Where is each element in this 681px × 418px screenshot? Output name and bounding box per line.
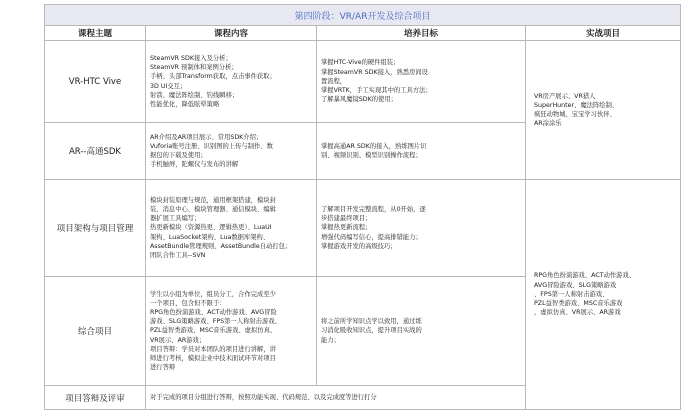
content-cell-wide bbox=[146, 386, 526, 410]
content-line: 手柄、头部Transform获取，点击事件获取； bbox=[150, 73, 276, 81]
goal-line: 了解项目开发完整流程，从0开始，逐 bbox=[321, 205, 426, 213]
content-cell bbox=[146, 277, 317, 386]
content-line: PZL益智类游戏、MSC音乐游戏、虚拟仿真、 bbox=[150, 327, 277, 335]
topic-vr-htc-vive: VR-HTC Vive bbox=[45, 41, 146, 123]
content-line: 学生以小组为单位，组员分工，合作完成至少 bbox=[150, 290, 276, 298]
goal-line: 掌握HTC-Vive的硬件组装； bbox=[321, 59, 400, 67]
goal-line: 步搭建最终项目； bbox=[321, 215, 372, 223]
table-row bbox=[45, 180, 681, 277]
header-goal: 培养目标 bbox=[317, 26, 526, 41]
project-line: AVG冒险游戏、SLG策略游戏 bbox=[534, 281, 617, 289]
content-line: AR介绍及AR项目展示、常用SDK介绍； bbox=[150, 133, 263, 141]
topic-defense-review: 项目答辩及评审 bbox=[45, 386, 146, 410]
goal-line: 掌握VRTK，手工实现其中的工具方法； bbox=[321, 87, 432, 95]
goal-line: 掌握高通AR SDK的接入，熟练图片识 bbox=[321, 142, 427, 150]
content-line: RPG角色扮演游戏、ACT动作游戏、AVG冒险 bbox=[150, 308, 277, 316]
content-line: 游戏、SLG策略游戏、FPS第一人称射击游戏、 bbox=[150, 318, 281, 326]
goal-line: 别、视频识别、模型识别操作流程； bbox=[321, 152, 422, 159]
project-cell-comprehensive bbox=[526, 180, 681, 410]
content-line: 进行答辩 bbox=[150, 364, 176, 372]
project-line: VR房产展示、VR猎人 bbox=[534, 92, 596, 100]
content-line: 性能优化，降低眩晕策略 bbox=[150, 100, 220, 108]
goal-cell bbox=[317, 277, 526, 386]
project-cell-vr-ar bbox=[526, 41, 681, 180]
curriculum-table bbox=[44, 4, 681, 410]
project-line: 、FPS第一人称射击游戏、 bbox=[534, 290, 609, 298]
content-line: 手机触屏，陀螺仪与发布的讲解 bbox=[150, 161, 239, 169]
topic-architecture-management: 项目架构与项目管理 bbox=[45, 180, 146, 277]
content-line: 模块封装原理与规范，通用框架搭建，模块封 bbox=[150, 196, 276, 204]
goal-line: 掌握热更新流程； bbox=[321, 224, 372, 232]
content-cell bbox=[146, 41, 317, 123]
content-line: 师进行考核，模拟企业中技术面试环节对项目 bbox=[150, 355, 276, 362]
project-line: AR涂涂乐 bbox=[534, 120, 562, 128]
goal-line: 掌握游戏开发的高级技巧； bbox=[321, 242, 397, 250]
goal-line: 能力； bbox=[321, 336, 340, 344]
content-line: 一个项目，包含但不限于： bbox=[150, 299, 226, 307]
goal-cell bbox=[317, 41, 526, 123]
content-line: 项目答辩：学员对本团队的项目进行讲解，讲 bbox=[150, 345, 276, 353]
table-row bbox=[45, 41, 681, 123]
project-line: RPG角色扮演游戏、ACT动作游戏、 bbox=[534, 272, 636, 280]
content-line: 据包的下载及使用； bbox=[150, 152, 207, 159]
goal-line: 掌握SteamVR SDK接入，熟悉房间设 bbox=[321, 68, 428, 76]
content-line: 3D UI交互； bbox=[150, 82, 187, 90]
content-line: 射箭、魔法阵绘制、钓线瞬移； bbox=[150, 91, 239, 99]
content-line: 架构、LuaSocket架构、Lua数据库架构、 bbox=[150, 233, 270, 241]
goal-line: 增强代码编写信心，提高排错能力； bbox=[321, 233, 422, 241]
project-line: SuperHunter、魔法阵绘制、 bbox=[534, 101, 619, 109]
header-content: 课程内容 bbox=[146, 26, 317, 41]
project-line: 疯狂动物城、宝宝学习伙伴、 bbox=[534, 111, 616, 118]
goal-cell bbox=[317, 180, 526, 277]
content-line: SteamVR 预制体和案例分析； bbox=[150, 64, 238, 72]
goal-cell bbox=[317, 123, 526, 180]
content-line: 团队合作工具--SVN bbox=[150, 252, 206, 259]
content-line: 热更新模块（资源热更、逻辑热更）、LuaUI bbox=[150, 224, 272, 232]
content-line: 对于完成的项目分组进行答辩，按照功能实现、代码规范、以及完成度等进行打分 bbox=[150, 393, 377, 401]
goal-line: 了解暴风魔镜SDK的使用； bbox=[321, 96, 397, 104]
header-topic: 课程主题 bbox=[45, 26, 146, 41]
project-line: PZL益智类游戏、MSC音乐游戏 bbox=[534, 300, 623, 308]
content-line: Vuforia账号注册、识别图的上传与制作、数 bbox=[150, 142, 273, 150]
goal-line: 将之前所学知识点学以致用，通过练 bbox=[321, 318, 422, 326]
content-cell bbox=[146, 123, 317, 180]
topic-ar-qualcomm-sdk: AR--高通SDK bbox=[45, 123, 146, 180]
topic-comprehensive-project: 综合项目 bbox=[45, 277, 146, 386]
goal-line: 置流程， bbox=[321, 77, 347, 85]
content-line: 装，消息中心、模块管理器、通信模块、编辑 bbox=[150, 205, 276, 213]
stage-title: 第四阶段：VR/AR开发及综合项目 bbox=[45, 5, 681, 26]
content-line: VR展示、AR游戏； bbox=[150, 336, 206, 344]
goal-line: 习消化吸收知识点，提升项目实战的 bbox=[321, 327, 422, 335]
content-line: 器扩展工具编写； bbox=[150, 215, 201, 223]
header-project: 实战项目 bbox=[526, 26, 681, 41]
content-line: SteamVR SDK接入及分析； bbox=[150, 54, 232, 62]
content-cell bbox=[146, 180, 317, 277]
content-line: AssetBundle管理规则、AssetBundle自动打包； bbox=[150, 242, 292, 250]
project-line: ，虚拟仿真、VR展示、AR游戏 bbox=[534, 309, 621, 317]
